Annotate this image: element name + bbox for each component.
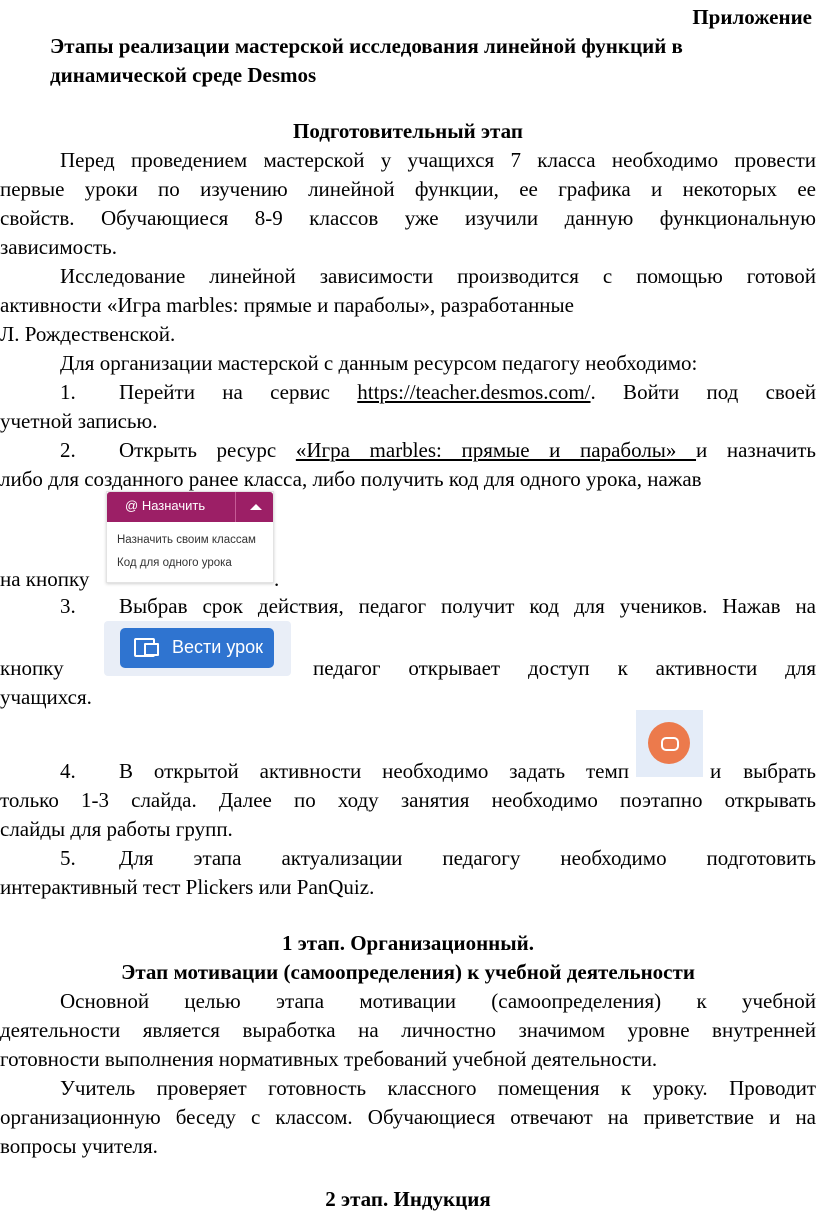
prep-p1-line2: первые уроки по изучению линейной функции, ее графика и некоторых ее	[0, 177, 816, 201]
prep-p3: Для организации мастерской с данным ресурсом педагогу необходимо:	[60, 351, 698, 375]
lead-lesson-button[interactable]	[120, 628, 274, 668]
title-line-2: динамической среде Desmos	[50, 63, 317, 87]
item3-number: 3.	[60, 594, 76, 618]
item3-line2-a: кнопку	[0, 656, 64, 680]
assign-button-text: Назначить	[141, 498, 206, 513]
item2-line3-b: .	[274, 567, 280, 591]
stage1-p2-line1: Учитель проверяет готовность классного помещения к уроку. Проводит	[60, 1076, 816, 1100]
marbles-link[interactable]: «Игра marbles: прямые и параболы»	[295, 438, 697, 462]
item5-number: 5.	[60, 846, 76, 870]
prep-p1-line3: свойств. Обучающиеся 8-9 классов уже изучили данную функциональную	[0, 206, 816, 230]
assign-button-label: @ Назначить	[125, 498, 206, 513]
stage1-p2-line3: вопросы учителя.	[0, 1134, 158, 1158]
assign-option-classes[interactable]: Назначить своим классам	[117, 534, 256, 546]
stage1-heading: 1 этап. Организационный.	[281, 931, 535, 955]
lead-lesson-image	[104, 621, 291, 676]
item5-line2: интерактивный тест Plickers или PanQuiz.	[0, 875, 375, 899]
stage1-subheading: Этап мотивации (самоопределения) к учебной деятельности	[121, 960, 695, 984]
item4-line1-b: и выбрать	[710, 759, 816, 783]
assign-divider	[235, 492, 236, 522]
item2-number: 2.	[60, 438, 76, 462]
stage1-p1-line1: Основной целью этапа мотивации (самоопределения) к учебной	[60, 989, 816, 1013]
item1-text-b: . Войти под своей	[590, 380, 816, 404]
item1-number: 1.	[60, 380, 76, 404]
pace-button-image	[636, 710, 703, 777]
item3-line2-b: педагог открывает доступ к активности для	[313, 656, 816, 680]
chevron-up-icon[interactable]	[250, 504, 262, 510]
desmos-link[interactable]: https://teacher.desmos.com/	[357, 380, 591, 404]
lead-lesson-label: Вести урок	[172, 637, 264, 657]
item2-line2: либо для созданного ранее класса, либо получить код для одного урока, нажав	[0, 467, 702, 491]
item2-line3-a: на кнопку	[0, 567, 90, 591]
item2-text-a: Открыть ресурс	[119, 438, 296, 462]
stage1-p2-line2: организационную беседу с классом. Обучающиеся отвечают на приветствие и на	[0, 1105, 816, 1129]
prep-heading: Подготовительный этап	[293, 119, 523, 143]
item2-text-b: и назначить	[696, 438, 816, 462]
item1-text-a: Перейти на сервис	[119, 380, 358, 404]
item4-line1-a: В открытой активности необходимо задать темп	[119, 759, 629, 783]
item3-line1: Выбрав срок действия, педагог получит код для учеников. Нажав на	[119, 594, 816, 618]
item5-line1: Для этапа актуализации педагогу необходимо подготовить	[119, 846, 816, 870]
assign-dropdown-image	[106, 491, 274, 583]
stage1-p1-line2: деятельности является выработка на личностно значимом уровне внутренней	[0, 1018, 816, 1042]
prep-p1-line4: зависимость.	[0, 235, 117, 259]
pace-button[interactable]	[648, 722, 690, 764]
assign-option-code[interactable]: Код для одного урока	[117, 557, 232, 569]
stage2-heading: 2 этап. Индукция	[325, 1187, 491, 1211]
item2-line1	[119, 436, 816, 465]
item1-line2: учетной записью.	[0, 409, 158, 433]
present-icon-overlay	[144, 643, 159, 656]
item4-line2: только 1-3 слайда. Далее по ходу занятия необходимо поэтапно открывать	[0, 788, 816, 812]
item3-line3: учащихся.	[0, 685, 92, 709]
assign-button[interactable]	[107, 492, 273, 522]
prep-p2-line1: Исследование линейной зависимости производится с помощью готовой	[60, 264, 816, 288]
item1-line1	[119, 378, 816, 407]
prep-p2-line2: активности «Игра marbles: прямые и параболы», разработанные	[0, 293, 574, 317]
stage1-p1-line3: готовности выполнения нормативных требований учебной деятельности.	[0, 1047, 658, 1071]
item4-line3: слайды для работы групп.	[0, 817, 233, 841]
pace-icon	[661, 737, 679, 751]
item4-number: 4.	[60, 759, 76, 783]
prep-p2-line3: Л. Рождественской.	[0, 322, 176, 346]
appendix-label: Приложение	[692, 5, 812, 29]
prep-p1-line1: Перед проведением мастерской у учащихся 7 класса необходимо провести	[60, 148, 816, 172]
title-line-1: Этапы реализации мастерской исследования линейной функций в	[50, 34, 683, 58]
